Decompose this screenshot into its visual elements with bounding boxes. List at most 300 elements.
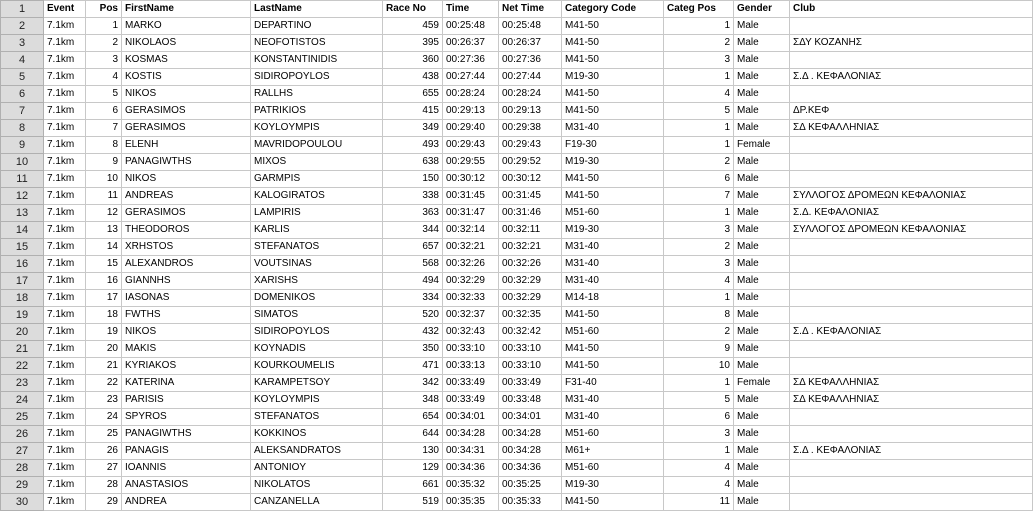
- cell-net-time[interactable]: 00:31:45: [499, 188, 562, 205]
- cell-race-no[interactable]: 338: [383, 188, 443, 205]
- column-header-event[interactable]: Event: [44, 1, 86, 18]
- cell-category-code[interactable]: M31-40: [562, 120, 664, 137]
- cell-net-time[interactable]: 00:32:42: [499, 324, 562, 341]
- row-number[interactable]: 22: [1, 358, 44, 375]
- cell-gender[interactable]: Male: [734, 52, 790, 69]
- cell-pos[interactable]: 26: [86, 443, 122, 460]
- cell-net-time[interactable]: 00:32:21: [499, 239, 562, 256]
- cell-event[interactable]: 7.1km: [44, 52, 86, 69]
- cell-event[interactable]: 7.1km: [44, 409, 86, 426]
- cell-time[interactable]: 00:29:40: [443, 120, 499, 137]
- cell-categ-pos[interactable]: 9: [664, 341, 734, 358]
- cell-event[interactable]: 7.1km: [44, 375, 86, 392]
- cell-category-code[interactable]: M51-60: [562, 324, 664, 341]
- cell-race-no[interactable]: 129: [383, 460, 443, 477]
- cell-time[interactable]: 00:28:24: [443, 86, 499, 103]
- row-number[interactable]: 26: [1, 426, 44, 443]
- cell-race-no[interactable]: 363: [383, 205, 443, 222]
- cell-event[interactable]: 7.1km: [44, 120, 86, 137]
- cell-category-code[interactable]: M14-18: [562, 290, 664, 307]
- cell-net-time[interactable]: 00:27:36: [499, 52, 562, 69]
- cell-time[interactable]: 00:29:43: [443, 137, 499, 154]
- cell-event[interactable]: 7.1km: [44, 205, 86, 222]
- cell-category-code[interactable]: M41-50: [562, 171, 664, 188]
- cell-pos[interactable]: 21: [86, 358, 122, 375]
- cell-category-code[interactable]: M41-50: [562, 341, 664, 358]
- cell-firstname[interactable]: ANDREAS: [122, 188, 251, 205]
- cell-categ-pos[interactable]: 1: [664, 290, 734, 307]
- cell-net-time[interactable]: 00:34:28: [499, 443, 562, 460]
- row-number[interactable]: 27: [1, 443, 44, 460]
- cell-category-code[interactable]: M41-50: [562, 86, 664, 103]
- row-number[interactable]: 11: [1, 171, 44, 188]
- row-number[interactable]: 14: [1, 222, 44, 239]
- cell-gender[interactable]: Male: [734, 222, 790, 239]
- cell-event[interactable]: 7.1km: [44, 256, 86, 273]
- cell-club[interactable]: [790, 477, 1033, 494]
- cell-categ-pos[interactable]: 1: [664, 137, 734, 154]
- cell-categ-pos[interactable]: 1: [664, 205, 734, 222]
- cell-firstname[interactable]: KOSMAS: [122, 52, 251, 69]
- column-header-net-time[interactable]: Net Time: [499, 1, 562, 18]
- column-header-firstname[interactable]: FirstName: [122, 1, 251, 18]
- cell-category-code[interactable]: M51-60: [562, 460, 664, 477]
- cell-time[interactable]: 00:33:10: [443, 341, 499, 358]
- cell-gender[interactable]: Male: [734, 443, 790, 460]
- cell-gender[interactable]: Male: [734, 392, 790, 409]
- cell-firstname[interactable]: ANDREA: [122, 494, 251, 511]
- cell-time[interactable]: 00:34:36: [443, 460, 499, 477]
- cell-gender[interactable]: Male: [734, 477, 790, 494]
- cell-pos[interactable]: 12: [86, 205, 122, 222]
- cell-pos[interactable]: 23: [86, 392, 122, 409]
- cell-event[interactable]: 7.1km: [44, 341, 86, 358]
- cell-categ-pos[interactable]: 6: [664, 409, 734, 426]
- cell-event[interactable]: 7.1km: [44, 392, 86, 409]
- cell-club[interactable]: ΣΔΥ ΚΟΖΑΝΗΣ: [790, 35, 1033, 52]
- cell-categ-pos[interactable]: 8: [664, 307, 734, 324]
- cell-category-code[interactable]: M41-50: [562, 18, 664, 35]
- cell-pos[interactable]: 27: [86, 460, 122, 477]
- cell-club[interactable]: [790, 137, 1033, 154]
- cell-lastname[interactable]: STEFANATOS: [251, 409, 383, 426]
- row-number[interactable]: 8: [1, 120, 44, 137]
- cell-firstname[interactable]: NIKOLAOS: [122, 35, 251, 52]
- cell-gender[interactable]: Male: [734, 426, 790, 443]
- cell-lastname[interactable]: KOYLOYMPIS: [251, 120, 383, 137]
- cell-gender[interactable]: Male: [734, 324, 790, 341]
- cell-category-code[interactable]: M51-60: [562, 205, 664, 222]
- cell-race-no[interactable]: 459: [383, 18, 443, 35]
- cell-pos[interactable]: 8: [86, 137, 122, 154]
- column-header-race-no[interactable]: Race No: [383, 1, 443, 18]
- cell-event[interactable]: 7.1km: [44, 86, 86, 103]
- cell-club[interactable]: ΣΔ ΚΕΦΑΛΛΗΝΙΑΣ: [790, 120, 1033, 137]
- cell-lastname[interactable]: KARAMPETSOY: [251, 375, 383, 392]
- cell-net-time[interactable]: 00:27:44: [499, 69, 562, 86]
- cell-club[interactable]: ΔΡ.ΚΕΦ: [790, 103, 1033, 120]
- cell-race-no[interactable]: 395: [383, 35, 443, 52]
- cell-event[interactable]: 7.1km: [44, 358, 86, 375]
- row-number[interactable]: 1: [1, 1, 44, 18]
- row-number[interactable]: 10: [1, 154, 44, 171]
- row-number[interactable]: 3: [1, 35, 44, 52]
- cell-firstname[interactable]: NIKOS: [122, 171, 251, 188]
- cell-race-no[interactable]: 344: [383, 222, 443, 239]
- cell-pos[interactable]: 1: [86, 18, 122, 35]
- cell-net-time[interactable]: 00:34:36: [499, 460, 562, 477]
- row-number[interactable]: 24: [1, 392, 44, 409]
- cell-gender[interactable]: Male: [734, 256, 790, 273]
- cell-gender[interactable]: Male: [734, 307, 790, 324]
- cell-firstname[interactable]: ALEXANDROS: [122, 256, 251, 273]
- cell-lastname[interactable]: MAVRIDOPOULOU: [251, 137, 383, 154]
- cell-time[interactable]: 00:27:44: [443, 69, 499, 86]
- cell-firstname[interactable]: NIKOS: [122, 324, 251, 341]
- row-number[interactable]: 29: [1, 477, 44, 494]
- cell-net-time[interactable]: 00:29:38: [499, 120, 562, 137]
- cell-pos[interactable]: 2: [86, 35, 122, 52]
- cell-club[interactable]: [790, 426, 1033, 443]
- cell-time[interactable]: 00:32:29: [443, 273, 499, 290]
- cell-category-code[interactable]: M19-30: [562, 222, 664, 239]
- cell-firstname[interactable]: GERASIMOS: [122, 120, 251, 137]
- cell-gender[interactable]: Male: [734, 460, 790, 477]
- cell-firstname[interactable]: MAKIS: [122, 341, 251, 358]
- column-header-pos[interactable]: Pos: [86, 1, 122, 18]
- cell-category-code[interactable]: M31-40: [562, 256, 664, 273]
- cell-gender[interactable]: Female: [734, 375, 790, 392]
- cell-club[interactable]: ΣΔ ΚΕΦΑΛΛΗΝΙΑΣ: [790, 375, 1033, 392]
- cell-category-code[interactable]: M19-30: [562, 69, 664, 86]
- cell-race-no[interactable]: 568: [383, 256, 443, 273]
- cell-categ-pos[interactable]: 10: [664, 358, 734, 375]
- cell-firstname[interactable]: PARISIS: [122, 392, 251, 409]
- cell-race-no[interactable]: 432: [383, 324, 443, 341]
- cell-lastname[interactable]: NIKOLATOS: [251, 477, 383, 494]
- cell-pos[interactable]: 28: [86, 477, 122, 494]
- cell-lastname[interactable]: KOURKOUMELIS: [251, 358, 383, 375]
- cell-pos[interactable]: 15: [86, 256, 122, 273]
- row-number[interactable]: 9: [1, 137, 44, 154]
- cell-club[interactable]: Σ.Δ. ΚΕΦΑΛΟΝΙΑΣ: [790, 205, 1033, 222]
- cell-categ-pos[interactable]: 2: [664, 35, 734, 52]
- cell-pos[interactable]: 14: [86, 239, 122, 256]
- cell-event[interactable]: 7.1km: [44, 477, 86, 494]
- column-header-category-code[interactable]: Category Code: [562, 1, 664, 18]
- cell-firstname[interactable]: KATERINA: [122, 375, 251, 392]
- cell-lastname[interactable]: ALEKSANDRATOS: [251, 443, 383, 460]
- cell-category-code[interactable]: M31-40: [562, 409, 664, 426]
- cell-race-no[interactable]: 657: [383, 239, 443, 256]
- cell-net-time[interactable]: 00:29:52: [499, 154, 562, 171]
- cell-net-time[interactable]: 00:33:10: [499, 358, 562, 375]
- cell-time[interactable]: 00:35:32: [443, 477, 499, 494]
- cell-net-time[interactable]: 00:29:43: [499, 137, 562, 154]
- row-number[interactable]: 13: [1, 205, 44, 222]
- cell-category-code[interactable]: M51-60: [562, 426, 664, 443]
- column-header-club[interactable]: Club: [790, 1, 1033, 18]
- cell-gender[interactable]: Male: [734, 409, 790, 426]
- cell-categ-pos[interactable]: 3: [664, 222, 734, 239]
- cell-firstname[interactable]: SPYROS: [122, 409, 251, 426]
- cell-gender[interactable]: Male: [734, 358, 790, 375]
- cell-lastname[interactable]: MIXOS: [251, 154, 383, 171]
- column-header-categ-pos[interactable]: Categ Pos: [664, 1, 734, 18]
- cell-event[interactable]: 7.1km: [44, 494, 86, 511]
- cell-net-time[interactable]: 00:32:29: [499, 273, 562, 290]
- row-number[interactable]: 6: [1, 86, 44, 103]
- cell-pos[interactable]: 13: [86, 222, 122, 239]
- cell-event[interactable]: 7.1km: [44, 460, 86, 477]
- cell-club[interactable]: [790, 86, 1033, 103]
- cell-event[interactable]: 7.1km: [44, 137, 86, 154]
- cell-race-no[interactable]: 638: [383, 154, 443, 171]
- cell-time[interactable]: 00:34:31: [443, 443, 499, 460]
- row-number[interactable]: 2: [1, 18, 44, 35]
- cell-net-time[interactable]: 00:29:13: [499, 103, 562, 120]
- cell-net-time[interactable]: 00:32:11: [499, 222, 562, 239]
- cell-club[interactable]: ΣΥΛΛΟΓΟΣ ΔΡΟΜΕΩΝ ΚΕΦΑΛΟΝΙΑΣ: [790, 222, 1033, 239]
- cell-gender[interactable]: Male: [734, 273, 790, 290]
- cell-lastname[interactable]: KARLIS: [251, 222, 383, 239]
- cell-pos[interactable]: 5: [86, 86, 122, 103]
- cell-category-code[interactable]: M19-30: [562, 154, 664, 171]
- cell-net-time[interactable]: 00:30:12: [499, 171, 562, 188]
- cell-time[interactable]: 00:32:43: [443, 324, 499, 341]
- cell-pos[interactable]: 20: [86, 341, 122, 358]
- cell-pos[interactable]: 25: [86, 426, 122, 443]
- cell-event[interactable]: 7.1km: [44, 273, 86, 290]
- cell-categ-pos[interactable]: 3: [664, 256, 734, 273]
- cell-net-time[interactable]: 00:32:26: [499, 256, 562, 273]
- cell-firstname[interactable]: XRHSTOS: [122, 239, 251, 256]
- cell-net-time[interactable]: 00:32:29: [499, 290, 562, 307]
- cell-club[interactable]: [790, 307, 1033, 324]
- row-number[interactable]: 7: [1, 103, 44, 120]
- cell-net-time[interactable]: 00:33:49: [499, 375, 562, 392]
- cell-net-time[interactable]: 00:34:01: [499, 409, 562, 426]
- cell-race-no[interactable]: 654: [383, 409, 443, 426]
- cell-category-code[interactable]: M41-50: [562, 52, 664, 69]
- cell-pos[interactable]: 4: [86, 69, 122, 86]
- cell-event[interactable]: 7.1km: [44, 18, 86, 35]
- cell-lastname[interactable]: STEFANATOS: [251, 239, 383, 256]
- cell-event[interactable]: 7.1km: [44, 35, 86, 52]
- row-number[interactable]: 28: [1, 460, 44, 477]
- cell-lastname[interactable]: KOYLOYMPIS: [251, 392, 383, 409]
- column-header-time[interactable]: Time: [443, 1, 499, 18]
- cell-time[interactable]: 00:33:49: [443, 375, 499, 392]
- cell-net-time[interactable]: 00:32:35: [499, 307, 562, 324]
- cell-gender[interactable]: Male: [734, 290, 790, 307]
- cell-gender[interactable]: Female: [734, 137, 790, 154]
- cell-category-code[interactable]: M41-50: [562, 188, 664, 205]
- cell-club[interactable]: Σ.Δ . ΚΕΦΑΛΟΝΙΑΣ: [790, 443, 1033, 460]
- cell-gender[interactable]: Male: [734, 18, 790, 35]
- row-number[interactable]: 5: [1, 69, 44, 86]
- cell-club[interactable]: ΣΥΛΛΟΓΟΣ ΔΡΟΜΕΩΝ ΚΕΦΑΛΟΝΙΑΣ: [790, 188, 1033, 205]
- cell-lastname[interactable]: VOUTSINAS: [251, 256, 383, 273]
- cell-net-time[interactable]: 00:35:33: [499, 494, 562, 511]
- cell-time[interactable]: 00:32:14: [443, 222, 499, 239]
- cell-event[interactable]: 7.1km: [44, 443, 86, 460]
- cell-event[interactable]: 7.1km: [44, 222, 86, 239]
- cell-club[interactable]: [790, 256, 1033, 273]
- cell-firstname[interactable]: NIKOS: [122, 86, 251, 103]
- cell-categ-pos[interactable]: 1: [664, 18, 734, 35]
- cell-lastname[interactable]: RALLHS: [251, 86, 383, 103]
- cell-pos[interactable]: 19: [86, 324, 122, 341]
- cell-race-no[interactable]: 342: [383, 375, 443, 392]
- cell-lastname[interactable]: XARISHS: [251, 273, 383, 290]
- cell-event[interactable]: 7.1km: [44, 69, 86, 86]
- cell-club[interactable]: [790, 494, 1033, 511]
- cell-club[interactable]: [790, 409, 1033, 426]
- cell-race-no[interactable]: 655: [383, 86, 443, 103]
- cell-time[interactable]: 00:33:13: [443, 358, 499, 375]
- cell-event[interactable]: 7.1km: [44, 239, 86, 256]
- cell-race-no[interactable]: 661: [383, 477, 443, 494]
- cell-race-no[interactable]: 520: [383, 307, 443, 324]
- cell-race-no[interactable]: 519: [383, 494, 443, 511]
- cell-time[interactable]: 00:32:21: [443, 239, 499, 256]
- cell-time[interactable]: 00:34:28: [443, 426, 499, 443]
- cell-lastname[interactable]: SIDIROPOYLOS: [251, 69, 383, 86]
- cell-time[interactable]: 00:34:01: [443, 409, 499, 426]
- cell-lastname[interactable]: KONSTANTINIDIS: [251, 52, 383, 69]
- cell-net-time[interactable]: 00:33:48: [499, 392, 562, 409]
- row-number[interactable]: 25: [1, 409, 44, 426]
- cell-gender[interactable]: Male: [734, 120, 790, 137]
- cell-club[interactable]: [790, 239, 1033, 256]
- cell-gender[interactable]: Male: [734, 239, 790, 256]
- cell-categ-pos[interactable]: 2: [664, 239, 734, 256]
- cell-gender[interactable]: Male: [734, 205, 790, 222]
- cell-pos[interactable]: 22: [86, 375, 122, 392]
- cell-category-code[interactable]: M31-40: [562, 392, 664, 409]
- cell-pos[interactable]: 16: [86, 273, 122, 290]
- cell-race-no[interactable]: 349: [383, 120, 443, 137]
- cell-category-code[interactable]: M31-40: [562, 273, 664, 290]
- cell-race-no[interactable]: 334: [383, 290, 443, 307]
- cell-categ-pos[interactable]: 3: [664, 52, 734, 69]
- column-header-gender[interactable]: Gender: [734, 1, 790, 18]
- cell-category-code[interactable]: M61+: [562, 443, 664, 460]
- cell-lastname[interactable]: SIDIROPOYLOS: [251, 324, 383, 341]
- cell-category-code[interactable]: M41-50: [562, 494, 664, 511]
- cell-categ-pos[interactable]: 5: [664, 392, 734, 409]
- cell-categ-pos[interactable]: 4: [664, 273, 734, 290]
- cell-net-time[interactable]: 00:25:48: [499, 18, 562, 35]
- cell-time[interactable]: 00:32:26: [443, 256, 499, 273]
- cell-club[interactable]: [790, 18, 1033, 35]
- cell-net-time[interactable]: 00:31:46: [499, 205, 562, 222]
- cell-net-time[interactable]: 00:28:24: [499, 86, 562, 103]
- cell-pos[interactable]: 17: [86, 290, 122, 307]
- cell-gender[interactable]: Male: [734, 86, 790, 103]
- cell-category-code[interactable]: F31-40: [562, 375, 664, 392]
- cell-firstname[interactable]: KOSTIS: [122, 69, 251, 86]
- cell-categ-pos[interactable]: 4: [664, 477, 734, 494]
- cell-categ-pos[interactable]: 11: [664, 494, 734, 511]
- cell-firstname[interactable]: IOANNIS: [122, 460, 251, 477]
- cell-time[interactable]: 00:33:49: [443, 392, 499, 409]
- row-number[interactable]: 23: [1, 375, 44, 392]
- cell-net-time[interactable]: 00:35:25: [499, 477, 562, 494]
- cell-time[interactable]: 00:30:12: [443, 171, 499, 188]
- cell-event[interactable]: 7.1km: [44, 154, 86, 171]
- cell-categ-pos[interactable]: 5: [664, 103, 734, 120]
- cell-categ-pos[interactable]: 1: [664, 375, 734, 392]
- cell-lastname[interactable]: NEOFOTISTOS: [251, 35, 383, 52]
- cell-firstname[interactable]: KYRIAKOS: [122, 358, 251, 375]
- cell-lastname[interactable]: KOKKINOS: [251, 426, 383, 443]
- cell-firstname[interactable]: PANAGIS: [122, 443, 251, 460]
- row-number[interactable]: 30: [1, 494, 44, 511]
- cell-category-code[interactable]: M41-50: [562, 358, 664, 375]
- cell-race-no[interactable]: 150: [383, 171, 443, 188]
- cell-race-no[interactable]: 494: [383, 273, 443, 290]
- cell-pos[interactable]: 3: [86, 52, 122, 69]
- cell-pos[interactable]: 10: [86, 171, 122, 188]
- cell-pos[interactable]: 18: [86, 307, 122, 324]
- cell-firstname[interactable]: PANAGIWTHS: [122, 154, 251, 171]
- cell-time[interactable]: 00:31:47: [443, 205, 499, 222]
- cell-race-no[interactable]: 493: [383, 137, 443, 154]
- cell-club[interactable]: [790, 171, 1033, 188]
- cell-club[interactable]: Σ.Δ . ΚΕΦΑΛΟΝΙΑΣ: [790, 324, 1033, 341]
- cell-lastname[interactable]: DEPARTINO: [251, 18, 383, 35]
- cell-firstname[interactable]: MARKO: [122, 18, 251, 35]
- cell-gender[interactable]: Male: [734, 494, 790, 511]
- cell-event[interactable]: 7.1km: [44, 324, 86, 341]
- cell-gender[interactable]: Male: [734, 154, 790, 171]
- cell-race-no[interactable]: 415: [383, 103, 443, 120]
- cell-club[interactable]: [790, 154, 1033, 171]
- cell-categ-pos[interactable]: 6: [664, 171, 734, 188]
- cell-time[interactable]: 00:27:36: [443, 52, 499, 69]
- cell-race-no[interactable]: 130: [383, 443, 443, 460]
- row-number[interactable]: 20: [1, 324, 44, 341]
- cell-time[interactable]: 00:25:48: [443, 18, 499, 35]
- cell-category-code[interactable]: M41-50: [562, 307, 664, 324]
- cell-gender[interactable]: Male: [734, 69, 790, 86]
- cell-pos[interactable]: 11: [86, 188, 122, 205]
- cell-lastname[interactable]: CANZANELLA: [251, 494, 383, 511]
- cell-categ-pos[interactable]: 4: [664, 460, 734, 477]
- cell-time[interactable]: 00:31:45: [443, 188, 499, 205]
- cell-firstname[interactable]: PANAGIWTHS: [122, 426, 251, 443]
- cell-net-time[interactable]: 00:33:10: [499, 341, 562, 358]
- cell-club[interactable]: [790, 341, 1033, 358]
- cell-gender[interactable]: Male: [734, 103, 790, 120]
- row-number[interactable]: 12: [1, 188, 44, 205]
- cell-gender[interactable]: Male: [734, 35, 790, 52]
- cell-categ-pos[interactable]: 7: [664, 188, 734, 205]
- cell-time[interactable]: 00:32:37: [443, 307, 499, 324]
- cell-lastname[interactable]: KALOGIRATOS: [251, 188, 383, 205]
- row-number[interactable]: 21: [1, 341, 44, 358]
- cell-firstname[interactable]: FWTHS: [122, 307, 251, 324]
- cell-net-time[interactable]: 00:34:28: [499, 426, 562, 443]
- cell-category-code[interactable]: M19-30: [562, 477, 664, 494]
- cell-club[interactable]: [790, 460, 1033, 477]
- cell-categ-pos[interactable]: 1: [664, 69, 734, 86]
- cell-gender[interactable]: Male: [734, 341, 790, 358]
- cell-categ-pos[interactable]: 1: [664, 120, 734, 137]
- cell-club[interactable]: [790, 358, 1033, 375]
